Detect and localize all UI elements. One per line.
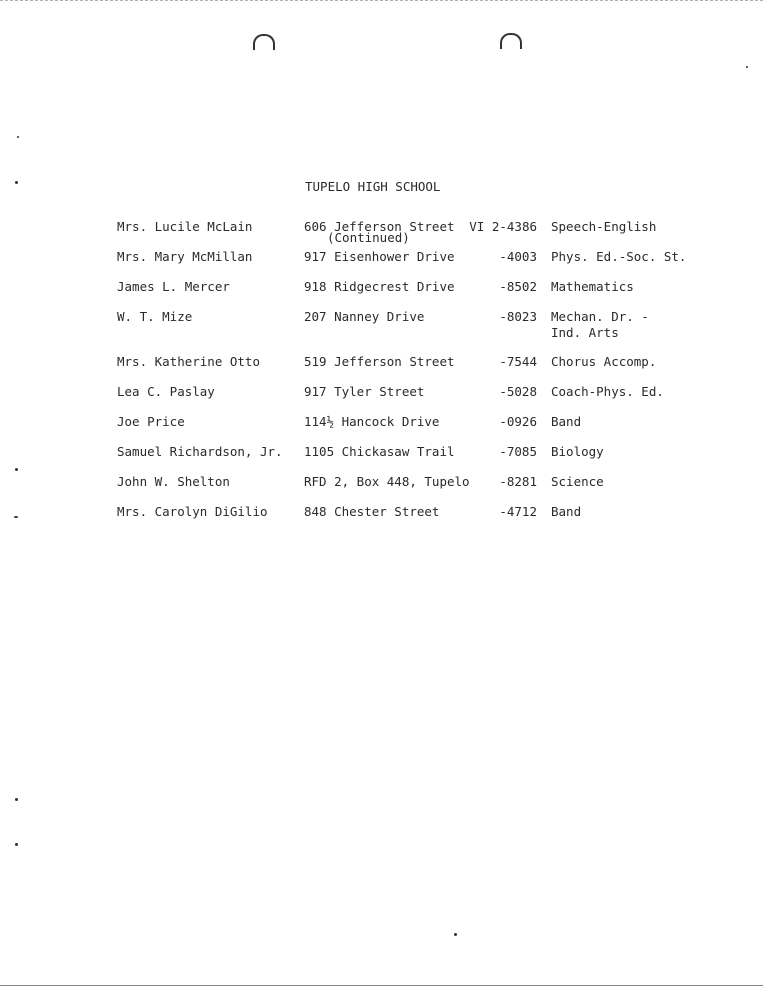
heading-subtitle: (Continued) <box>327 230 410 245</box>
punch-hole-left <box>253 34 275 50</box>
table-row <box>117 279 717 309</box>
staff-address: 917 Eisenhower Drive <box>304 249 455 264</box>
staff-name: Mrs. Carolyn DiGilio <box>117 504 268 519</box>
staff-subject: Band <box>551 414 582 429</box>
staff-phone: -0926 <box>499 414 537 429</box>
staff-name: W. T. Mize <box>117 309 193 324</box>
scan-speck <box>14 516 18 518</box>
staff-directory-table <box>117 219 717 534</box>
staff-phone: -4712 <box>499 504 537 519</box>
scan-speck <box>15 181 18 184</box>
scan-speck <box>15 468 18 471</box>
table-row <box>117 504 717 534</box>
staff-subject: Chorus Accomp. <box>551 354 657 369</box>
staff-phone: -5028 <box>499 384 537 399</box>
staff-phone: -7085 <box>499 444 537 459</box>
table-row <box>117 354 717 384</box>
staff-subject: Coach-Phys. Ed. <box>551 384 664 399</box>
staff-phone: -8023 <box>499 309 537 324</box>
scan-speck <box>17 136 19 138</box>
table-row <box>117 414 717 444</box>
staff-address: 848 Chester Street <box>304 504 440 519</box>
table-row <box>117 249 717 279</box>
staff-subject <box>551 309 649 341</box>
scan-speck <box>746 66 748 68</box>
staff-address: 114½ Hancock Drive <box>304 414 440 429</box>
top-edge <box>0 0 763 1</box>
staff-name: James L. Mercer <box>117 279 230 294</box>
staff-subject: Science <box>551 474 604 489</box>
scan-speck <box>15 798 18 801</box>
punch-hole-right <box>500 33 522 49</box>
staff-name: Joe Price <box>117 414 185 429</box>
staff-address: RFD 2, Box 448, Tupelo <box>304 474 470 489</box>
staff-subject: Biology <box>551 444 604 459</box>
staff-phone: -8502 <box>499 279 537 294</box>
table-row <box>117 384 717 414</box>
staff-address: 207 Nanney Drive <box>304 309 425 324</box>
staff-phone: -4003 <box>499 249 537 264</box>
table-row <box>117 474 717 504</box>
staff-name: Lea C. Paslay <box>117 384 215 399</box>
staff-phone: VI 2-4386 <box>469 219 537 234</box>
staff-name: Mrs. Mary McMillan <box>117 249 253 264</box>
staff-address: 918 Ridgecrest Drive <box>304 279 455 294</box>
staff-address: 519 Jefferson Street <box>304 354 455 369</box>
staff-subject: Band <box>551 504 582 519</box>
staff-phone: -8281 <box>499 474 537 489</box>
staff-subject: Speech-English <box>551 219 657 234</box>
table-row <box>117 309 717 354</box>
staff-phone: -7544 <box>499 354 537 369</box>
scan-speck <box>454 933 457 936</box>
staff-subject-line1: Mechan. Dr. - <box>551 309 649 324</box>
bottom-edge <box>0 985 763 986</box>
table-row <box>117 219 717 249</box>
staff-name: John W. Shelton <box>117 474 230 489</box>
staff-name: Samuel Richardson, Jr. <box>117 444 283 459</box>
heading-title: TUPELO HIGH SCHOOL <box>305 179 441 194</box>
staff-subject-line2: Ind. Arts <box>551 325 619 340</box>
staff-name: Mrs. Lucile McLain <box>117 219 253 234</box>
scan-speck <box>15 843 18 846</box>
staff-address: 1105 Chickasaw Trail <box>304 444 455 459</box>
staff-name: Mrs. Katherine Otto <box>117 354 260 369</box>
staff-subject: Mathematics <box>551 279 634 294</box>
staff-address: 606 Jefferson Street <box>304 219 455 234</box>
table-row <box>117 444 717 474</box>
staff-subject: Phys. Ed.-Soc. St. <box>551 249 687 264</box>
staff-address: 917 Tyler Street <box>304 384 425 399</box>
